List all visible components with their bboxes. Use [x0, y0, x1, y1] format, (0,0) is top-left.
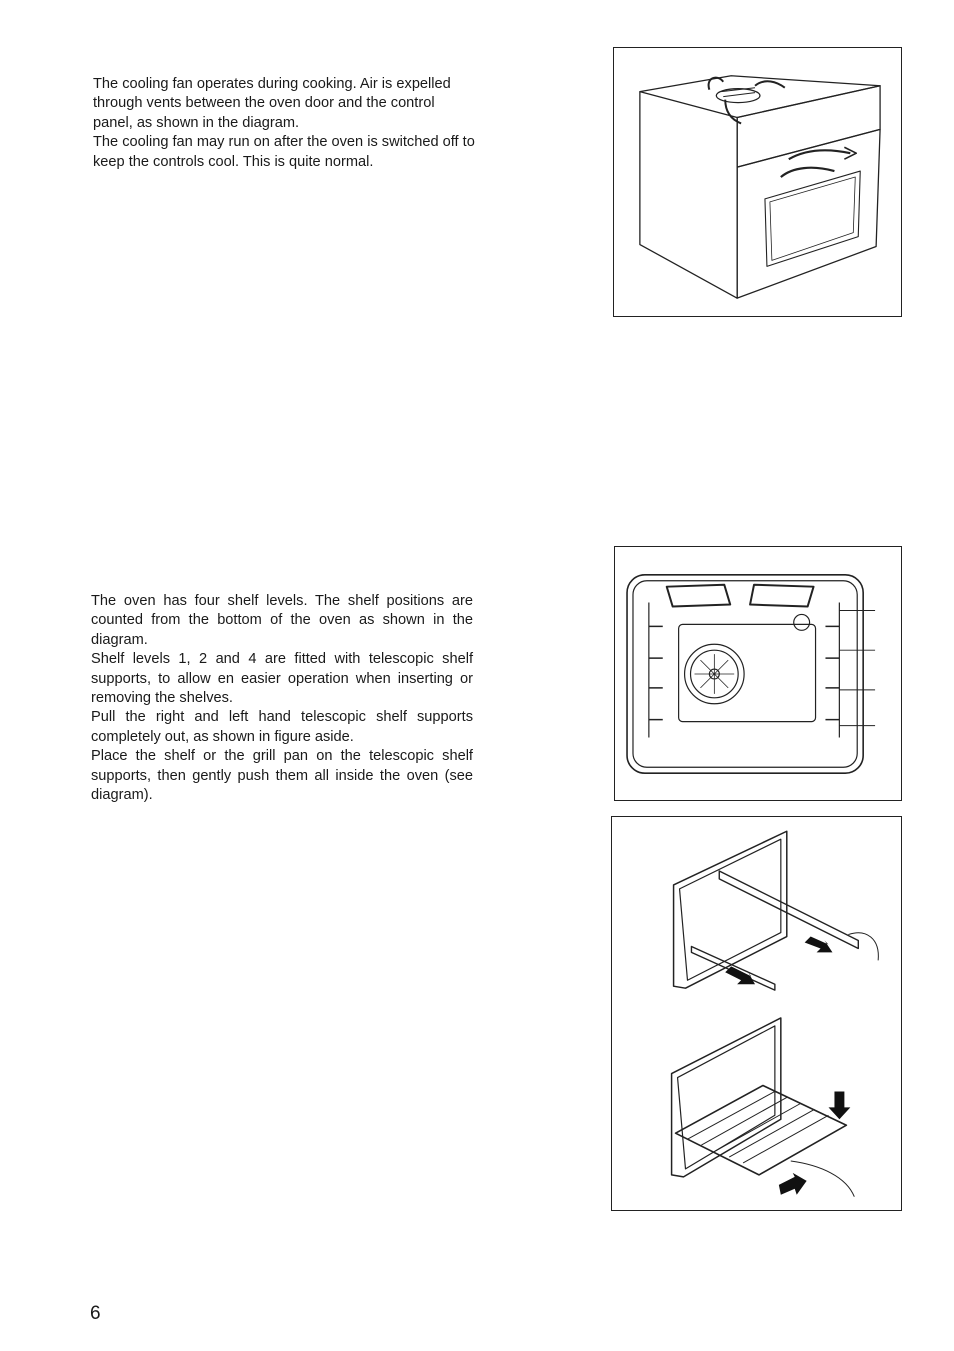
page-number: 6: [90, 1303, 101, 1324]
telescopic-supports-diagram: [611, 816, 902, 1211]
cooling-fan-text: [93, 75, 478, 172]
shelf-paragraph-1: The oven has four shelf levels. The shelf positions are counted from the bottom of the oven as shown in the diagram.: [91, 593, 473, 648]
shelf-paragraph-3: Pull the right and left hand telescopic shelf supports completely out, as shown in figure aside.: [91, 709, 473, 745]
cooling-fan-diagram: [613, 47, 902, 317]
cooling-paragraph-1: The cooling fan operates during cooking. Air is expelled through vents between the oven door and the control panel, as shown in the diagram.: [93, 76, 451, 131]
shelf-levels-text: [91, 592, 473, 805]
cooling-paragraph-2: The cooling fan may run on after the oven is switched off to keep the controls cool. This is quite normal.: [93, 134, 475, 170]
shelf-levels-diagram: [614, 546, 902, 801]
shelf-paragraph-4: Place the shelf or the grill pan on the telescopic shelf supports, then gently push them all inside the oven (see diagram).: [91, 748, 473, 804]
shelf-paragraph-2: Shelf levels 1, 2 and 4 are fitted with telescopic shelf supports, to allow en easier operation when inserting or removing the shelves.: [91, 651, 473, 707]
